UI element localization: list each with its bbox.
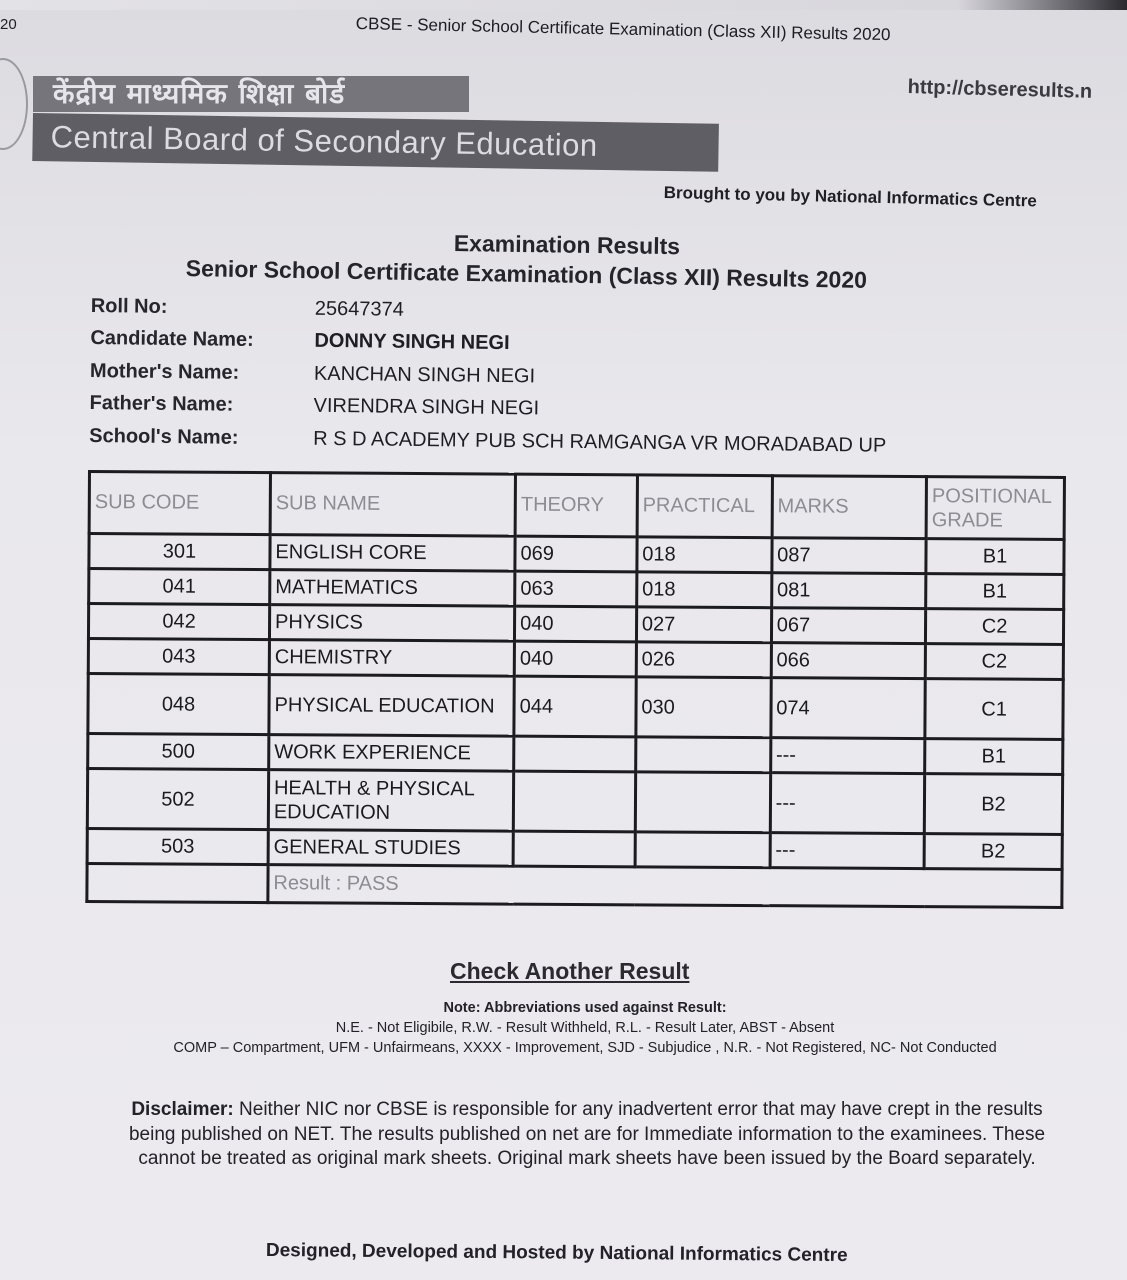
practical-cell	[635, 772, 770, 833]
table-row	[88, 639, 1063, 680]
exam-subtitle: Senior School Certificate Examination (Class XII) Results 2020	[185, 255, 868, 293]
table-row	[88, 604, 1063, 645]
marks-cell: ---	[770, 833, 925, 869]
page-number: 20	[0, 16, 17, 33]
school-name-label: School's Name:	[89, 424, 239, 449]
marks-cell: 066	[771, 643, 926, 679]
result-empty-cell	[87, 864, 268, 903]
school-name-value: R S D ACADEMY PUB SCH RAMGANGA VR MORADABAD UP	[313, 427, 887, 457]
abbreviations-note	[90, 998, 1080, 1058]
table-row	[87, 829, 1062, 870]
sub-code-cell: 048	[88, 674, 269, 735]
roll-label: Roll No:	[90, 294, 168, 318]
grade-cell: C1	[925, 679, 1063, 740]
grade-cell: C2	[926, 609, 1064, 645]
marks-cell: ---	[770, 738, 925, 774]
practical-cell: 030	[636, 677, 771, 738]
practical-cell: 018	[637, 537, 772, 573]
father-name-label: Father's Name:	[89, 392, 234, 416]
header-practical: PRACTICAL	[637, 475, 772, 538]
marks-cell: 087	[772, 538, 927, 574]
grade-cell: B1	[925, 739, 1063, 775]
theory-cell	[513, 831, 635, 867]
roll-value: 25647374	[314, 297, 404, 321]
mother-name-value: KANCHAN SINGH NEGI	[313, 362, 536, 388]
grade-cell: B1	[926, 574, 1064, 610]
result-status: Result : PASS	[268, 865, 1062, 908]
grade-cell: B2	[924, 774, 1062, 835]
practical-cell: 026	[636, 642, 771, 678]
sub-code-cell: 503	[87, 829, 268, 865]
sub-code-cell: 041	[89, 569, 270, 605]
table-row	[89, 569, 1064, 610]
sub-name-cell: PHYSICS	[269, 605, 514, 641]
exam-title: Examination Results	[453, 230, 681, 260]
sub-code-cell: 301	[89, 534, 270, 570]
theory-cell: 069	[515, 536, 637, 572]
sub-name-cell: CHEMISTRY	[269, 640, 514, 676]
note-title: Note: Abbreviations used against Result:	[443, 1000, 727, 1016]
candidate-name-value: DONNY SINGH NEGI	[314, 329, 510, 355]
sub-name-cell: MATHEMATICS	[270, 570, 515, 606]
note-line-1: N.E. - Not Eligibile, R.W. - Result Withheld, R.L. - Result Later, ABST - Absent	[335, 1020, 835, 1036]
practical-cell	[635, 832, 770, 868]
practical-cell: 027	[636, 607, 771, 643]
grade-cell: B1	[926, 539, 1064, 575]
theory-cell	[514, 736, 636, 772]
sub-code-cell: 502	[87, 769, 268, 830]
disclaimer-text: Neither NIC nor CBSE is responsible for any inadvertent error that may have crept in the results being published on NET. The results published on net are for Immediate information to the examinees. These cannot be treated as original mark sheets. Original mark sheets have been issued by the Board separately.	[128, 1099, 1046, 1169]
disclaimer	[112, 1098, 1062, 1172]
results-table	[85, 470, 1066, 909]
theory-cell: 063	[515, 571, 637, 607]
marks-cell: 081	[771, 573, 926, 609]
table-row	[88, 734, 1063, 775]
practical-cell: 018	[637, 572, 772, 608]
results-table-container	[85, 470, 1066, 916]
result-row	[87, 864, 1062, 908]
banner-english-title: Central Board of Secondary Education	[32, 113, 719, 172]
theory-cell	[513, 771, 635, 832]
check-another-result-link[interactable]: Check Another Result	[450, 958, 690, 984]
theory-cell: 040	[514, 641, 636, 677]
candidate-name-label: Candidate Name:	[90, 327, 254, 352]
theory-cell: 040	[515, 606, 637, 642]
marks-cell: ---	[770, 773, 925, 834]
sub-name-cell: PHYSICAL EDUCATION	[269, 675, 515, 736]
header-positional-grade: POSITIONAL GRADE	[926, 477, 1064, 540]
header-marks: MARKS	[772, 476, 927, 539]
note-line-2: COMP – Compartment, UFM - Unfairmeans, XXXX - Improvement, SJD - Subjudice , N.R. - Not Registered, NC- Not Conducted	[173, 1040, 997, 1056]
candidate-info	[89, 290, 991, 463]
page-edge-shadow	[0, 0, 1127, 10]
father-name-value: VIRENDRA SINGH NEGI	[313, 394, 540, 420]
marks-cell: 067	[771, 608, 926, 644]
sub-name-cell: WORK EXPERIENCE	[269, 735, 514, 771]
sub-name-cell: GENERAL STUDIES	[268, 830, 513, 866]
cbse-logo-icon	[0, 58, 28, 150]
marks-cell: 074	[771, 678, 926, 739]
practical-cell	[635, 737, 770, 773]
mother-name-label: Mother's Name:	[89, 359, 240, 384]
sub-code-cell: 043	[88, 639, 269, 675]
brought-by-text: Brought to you by National Informatics Centre	[663, 183, 1037, 211]
banner-hindi-title: केंद्रीय माध्यमिक शिक्षा बोर्ड	[33, 76, 469, 112]
table-row	[89, 534, 1064, 575]
footer-credit: Designed, Developed and Hosted by National Informatics Centre	[265, 1240, 848, 1267]
theory-cell: 044	[514, 676, 636, 737]
header-theory: THEORY	[515, 474, 637, 537]
header-sub-name: SUB NAME	[270, 473, 516, 536]
print-header-title: CBSE - Senior School Certificate Examination (Class XII) Results 2020	[355, 14, 891, 45]
grade-cell: B2	[924, 834, 1062, 870]
sub-name-cell: HEALTH & PHYSICAL EDUCATION	[268, 770, 514, 831]
disclaimer-label: Disclaimer:	[131, 1099, 234, 1120]
sub-name-cell: ENGLISH CORE	[270, 535, 515, 571]
sub-code-cell: 042	[88, 604, 269, 640]
table-row	[88, 674, 1063, 740]
table-header-row	[89, 472, 1064, 540]
header-sub-code: SUB CODE	[89, 472, 270, 535]
sub-code-cell: 500	[88, 734, 269, 770]
grade-cell: C2	[925, 644, 1063, 680]
page-url: http://cbseresults.n	[907, 76, 1093, 103]
table-row	[87, 769, 1062, 835]
